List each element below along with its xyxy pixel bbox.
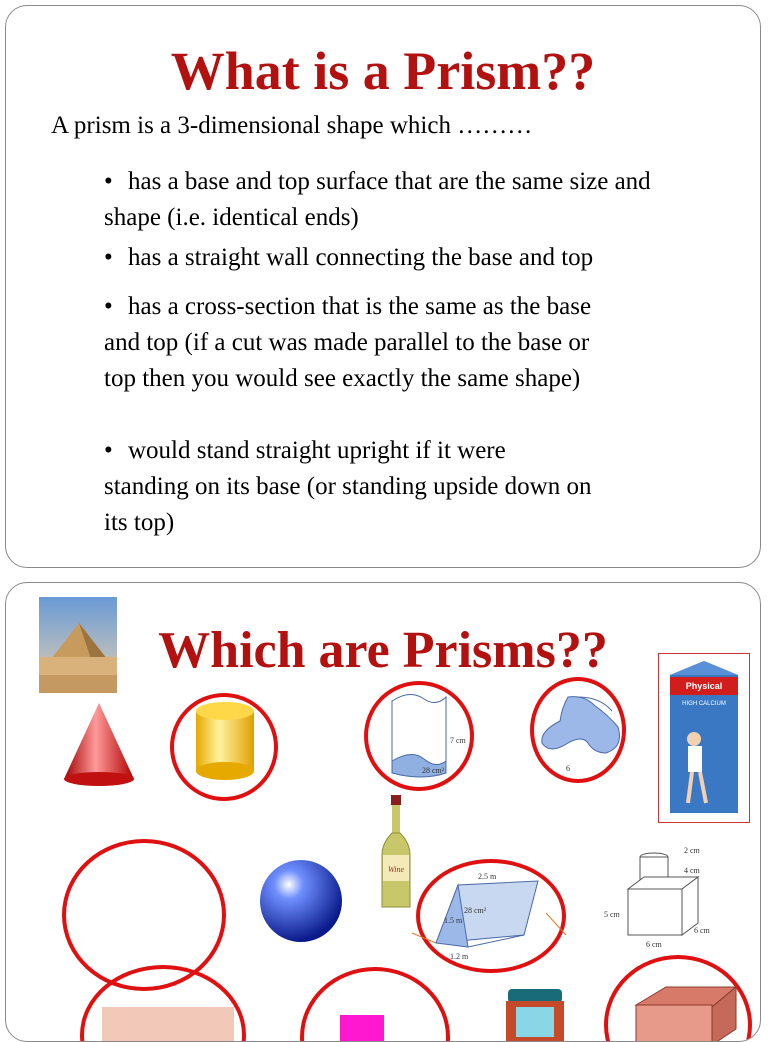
cube-bottom-right-label: 6 cm xyxy=(694,926,710,935)
cube-with-cylinder-diagram xyxy=(602,845,722,953)
cube-top-label: 2 cm xyxy=(684,846,700,855)
slide1-title: What is a Prism?? xyxy=(170,41,596,101)
slide-which-are-prisms xyxy=(5,582,761,1042)
bullet-text: has a base and top surface that are the same size and shape (i.e. identical ends) xyxy=(104,168,651,231)
lamp-photo xyxy=(500,985,570,1042)
bullet-dot: • xyxy=(104,168,113,195)
slide2-title: Which are Prisms?? xyxy=(158,622,608,679)
milk-carton-photo xyxy=(658,653,750,823)
pyramid-photo xyxy=(39,597,117,693)
blob-dimension-label: 6 xyxy=(566,764,570,773)
cube-left-label: 5 cm xyxy=(604,910,620,919)
cube-bottom-label: 6 cm xyxy=(646,940,662,949)
triangle-area-label: 28 cm² xyxy=(464,906,487,915)
cylinder-shape xyxy=(190,701,260,783)
bullet-dot: • xyxy=(104,244,113,271)
carton-brand-label: Physical xyxy=(685,681,723,691)
bullet-dot: • xyxy=(104,293,113,320)
bullet-item xyxy=(104,289,594,397)
carton-sub-label: HIGH CALCIUM xyxy=(682,701,726,707)
cone-shape xyxy=(62,701,136,789)
bullet-text: would stand straight upright if it were standing on its base (or standing upside down on its top) xyxy=(104,437,592,536)
intro-text: A prism is a 3-dimensional shape which ……… xyxy=(51,112,533,139)
bullet-dot: • xyxy=(104,437,113,464)
cylinder-area-label: 28 cm² xyxy=(422,766,445,775)
triangular-prism-diagram xyxy=(406,873,576,963)
bullet-text: has a cross-section that is the same as the base and top (if a cut was made parallel to the base or top then you would see exactly the same shape) xyxy=(104,293,592,392)
magenta-shape xyxy=(340,1015,384,1042)
partial-shape xyxy=(102,1007,234,1042)
triangle-top-label: 2.5 m xyxy=(478,873,497,881)
cylinder-height-label: 7 cm xyxy=(450,736,466,745)
open-box-diagram xyxy=(626,985,742,1042)
bullet-item xyxy=(104,164,664,236)
triangle-side-label: 1.5 m xyxy=(444,916,463,925)
curved-prism-diagram xyxy=(538,691,622,775)
slide-what-is-a-prism xyxy=(5,5,761,568)
bullet-item xyxy=(104,433,594,541)
sphere-shape xyxy=(258,858,344,944)
cube-side-right-label: 4 cm xyxy=(684,866,700,875)
bullet-text: has a straight wall connecting the base and top xyxy=(128,244,594,271)
bottle-label: Wine xyxy=(388,865,404,874)
triangle-base-label: 1.2 m xyxy=(450,952,469,961)
labelled-cylinder-diagram xyxy=(382,689,472,785)
bullet-item xyxy=(104,240,664,276)
